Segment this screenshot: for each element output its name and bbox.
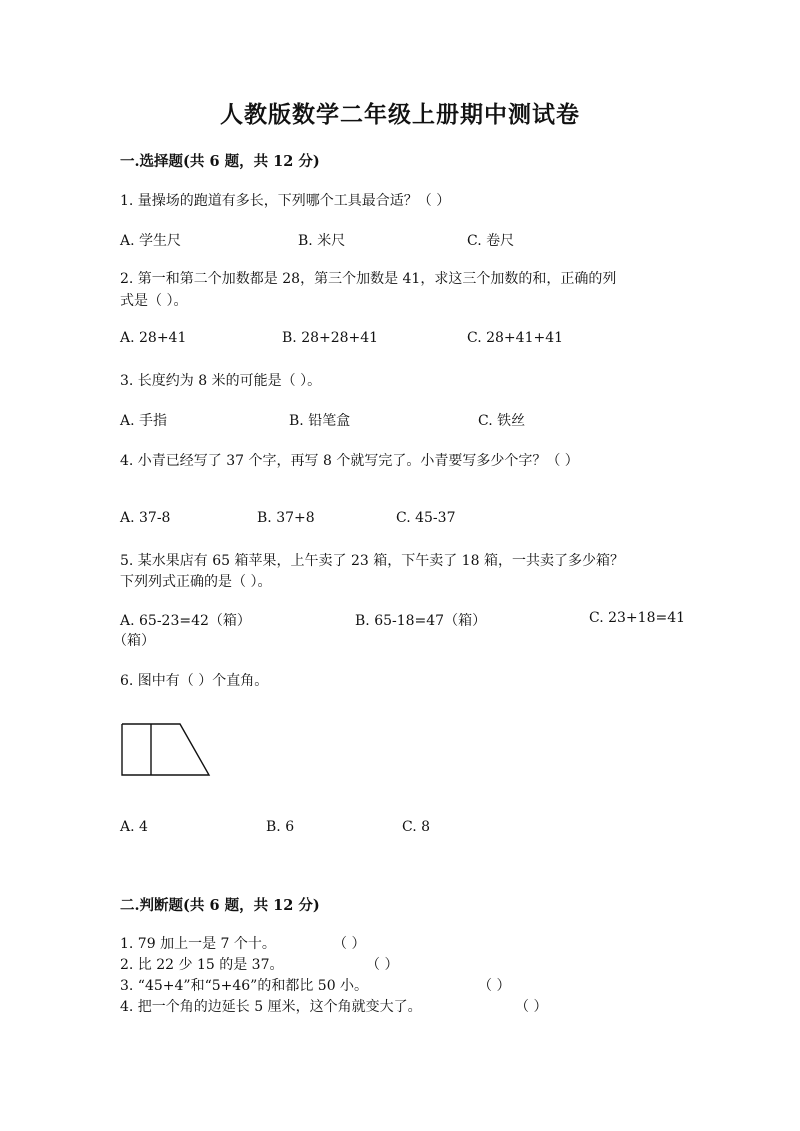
- question-3-text: 3. 长度约为 8 米的可能是（ ）。: [120, 373, 322, 389]
- question-2-option-c: C. 28+41+41: [467, 330, 564, 346]
- question-1-option-a: A. 学生尺: [120, 233, 182, 249]
- question-2-text-line-1: 2. 第一和第二个加数都是 28，第三个加数是 41，求这三个加数的和，正确的列: [120, 271, 617, 287]
- question-4-option-a: A. 37-8: [120, 510, 171, 526]
- rectangle-trapezoid-figure: [120, 722, 212, 778]
- question-2-option-b: B. 28+28+41: [282, 330, 379, 346]
- question-1-option-c: C. 卷尺: [467, 233, 515, 249]
- question-6-option-c: C. 8: [402, 819, 431, 835]
- question-2-text-line-2: 式是（ ）。: [120, 293, 188, 309]
- question-4-text: 4. 小青已经写了 37 个字，再写 8 个就写完了。小青要写多少个字？（ ）: [120, 453, 579, 469]
- question-5-text-line-2: 下列列式正确的是（ ）。: [120, 574, 272, 590]
- question-1-text: 1. 量操场的跑道有多长，下列哪个工具最合适？（ ）: [120, 193, 451, 209]
- judgment-1-blank: （ ）: [333, 936, 366, 952]
- judgment-4-blank: （ ）: [515, 999, 548, 1015]
- question-5-option-a: A. 65-23=42（箱）: [120, 613, 251, 629]
- question-5-option-c: C. 23+18=41: [589, 610, 686, 626]
- question-2-option-a: A. 28+41: [120, 330, 187, 346]
- judgment-3-blank: （ ）: [478, 978, 511, 994]
- section-heading-judgment: 二.判断题(共 6 题，共 12 分): [120, 897, 320, 914]
- judgment-3-text: 3. “45+4”和“5+46”的和都比 50 小。: [120, 978, 369, 994]
- judgment-4-text: 4. 把一个角的边延长 5 厘米，这个角就变大了。: [120, 999, 422, 1015]
- question-3-option-c: C. 铁丝: [478, 413, 526, 429]
- question-6-option-b: B. 6: [266, 819, 295, 835]
- page-title: 人教版数学二年级上册期中测试卷: [220, 101, 580, 128]
- question-3-option-b: B. 铅笔盒: [289, 413, 351, 429]
- judgment-1-text: 1. 79 加上一是 7 个十。: [120, 936, 276, 952]
- question-6-option-a: A. 4: [120, 819, 148, 835]
- question-4-option-b: B. 37+8: [257, 510, 315, 526]
- figure-outline: [122, 724, 209, 775]
- section-heading-choice: 一.选择题(共 6 题，共 12 分): [120, 153, 320, 170]
- question-1-option-b: B. 米尺: [298, 233, 346, 249]
- question-5-option-b: B. 65-18=47（箱）: [355, 613, 487, 629]
- question-5-option-c-unit: （箱）: [113, 633, 155, 649]
- question-6-text: 6. 图中有（ ）个直角。: [120, 673, 269, 689]
- judgment-2-text: 2. 比 22 少 15 的是 37。: [120, 957, 284, 973]
- judgment-2-blank: （ ）: [366, 957, 399, 973]
- question-3-option-a: A. 手指: [120, 413, 168, 429]
- question-5-text-line-1: 5. 某水果店有 65 箱苹果，上午卖了 23 箱，下午卖了 18 箱，一共卖了多少箱？: [120, 553, 624, 569]
- question-4-option-c: C. 45-37: [396, 510, 456, 526]
